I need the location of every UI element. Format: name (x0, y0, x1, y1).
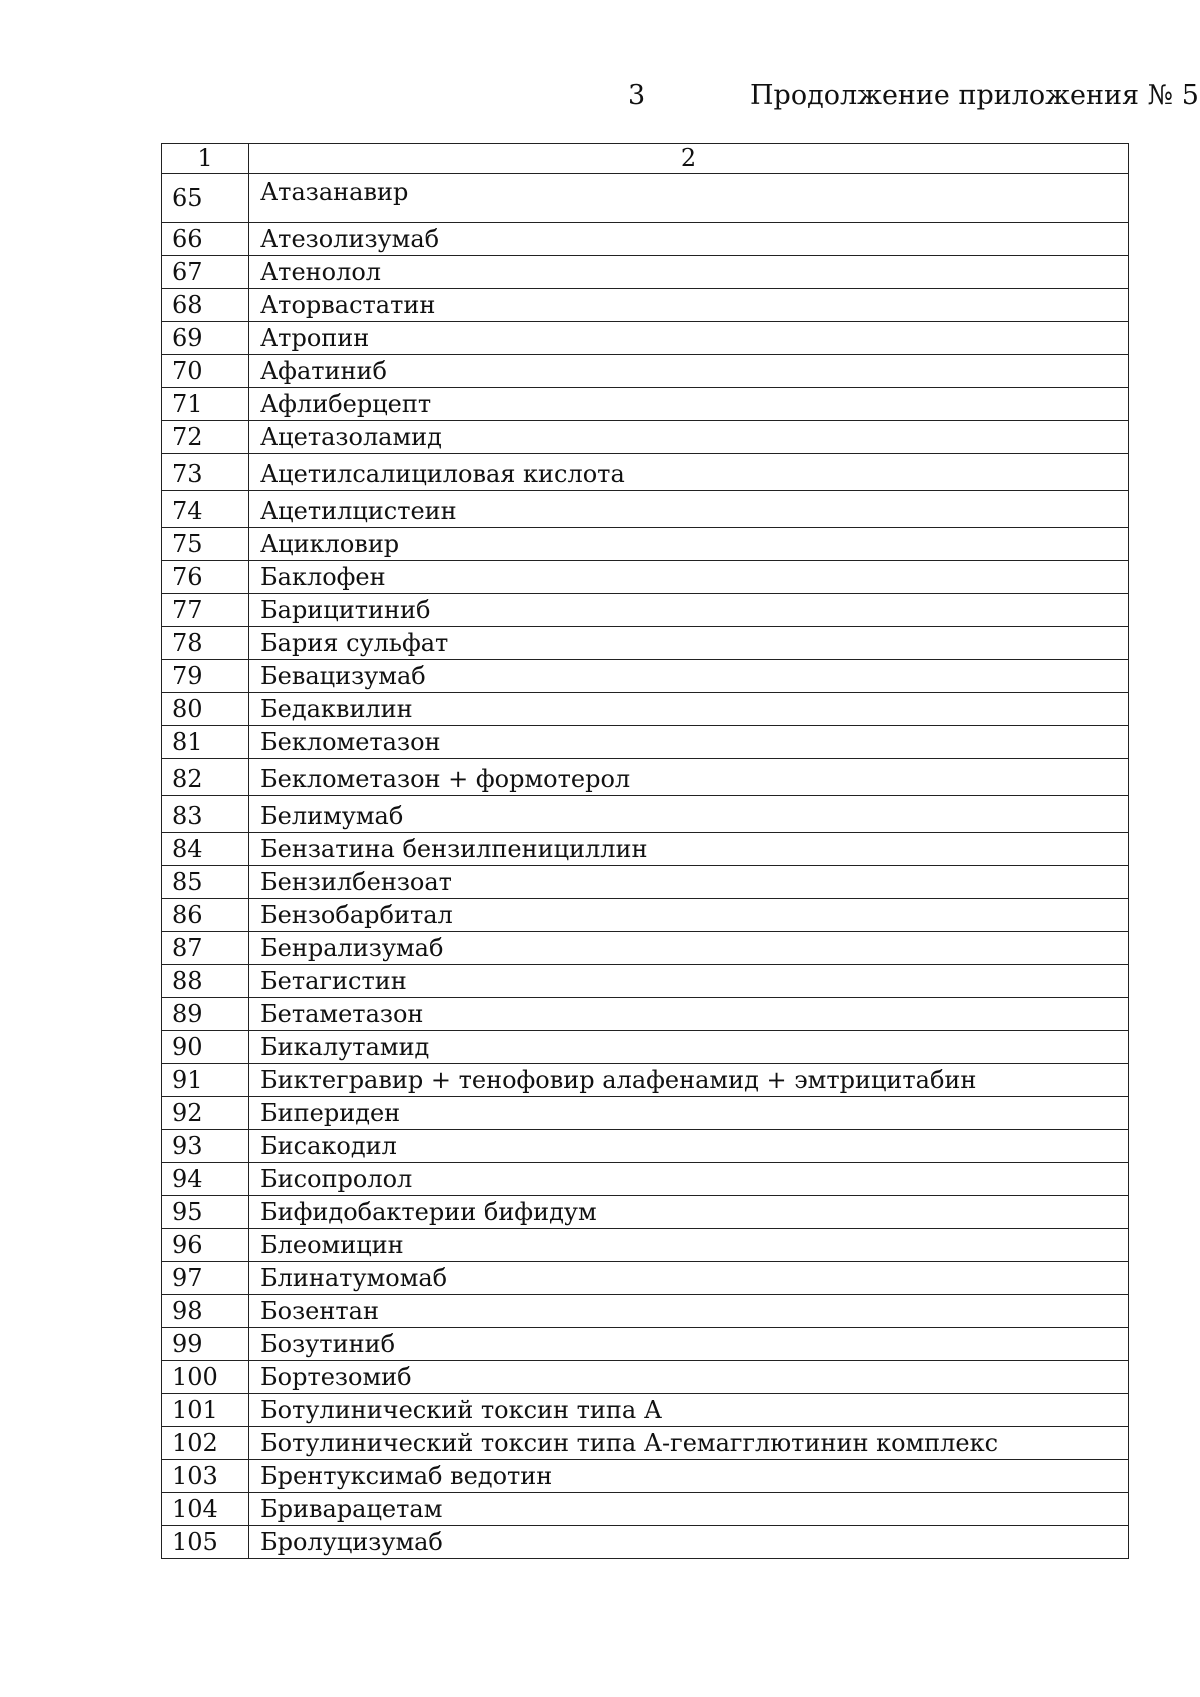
row-number: 69 (162, 322, 249, 355)
row-number: 80 (162, 693, 249, 726)
drug-name: Бисакодил (249, 1130, 1129, 1163)
row-number: 68 (162, 289, 249, 322)
row-number: 100 (162, 1361, 249, 1394)
row-number: 91 (162, 1064, 249, 1097)
row-number: 67 (162, 256, 249, 289)
drug-name: Атенолол (249, 256, 1129, 289)
drug-name: Бриварацетам (249, 1493, 1129, 1526)
drug-name: Бозутиниб (249, 1328, 1129, 1361)
drug-name: Бозентан (249, 1295, 1129, 1328)
drug-name: Бикалутамид (249, 1031, 1129, 1064)
drug-name: Бедаквилин (249, 693, 1129, 726)
row-number: 76 (162, 561, 249, 594)
row-number: 82 (162, 759, 249, 796)
drug-name: Бензилбензоат (249, 866, 1129, 899)
table-row (162, 491, 1129, 528)
table-row (162, 594, 1129, 627)
row-number: 84 (162, 833, 249, 866)
column-header-number: 1 (162, 144, 249, 174)
row-number: 83 (162, 796, 249, 833)
drug-name: Ботулинический токсин типа А-гемагглютинин комплекс (249, 1427, 1129, 1460)
drug-name: Бисопролол (249, 1163, 1129, 1196)
table-row (162, 1064, 1129, 1097)
table-row (162, 965, 1129, 998)
row-number: 78 (162, 627, 249, 660)
row-number: 105 (162, 1526, 249, 1559)
table-row (162, 866, 1129, 899)
table-row (162, 528, 1129, 561)
row-number: 70 (162, 355, 249, 388)
row-number: 87 (162, 932, 249, 965)
drug-name: Атропин (249, 322, 1129, 355)
drug-name: Барицитиниб (249, 594, 1129, 627)
table-row (162, 1394, 1129, 1427)
drug-name: Ацикловир (249, 528, 1129, 561)
table-row (162, 759, 1129, 796)
row-number: 92 (162, 1097, 249, 1130)
appendix-continuation-label: Продолжение приложения № 5 (750, 80, 1199, 111)
table-row (162, 796, 1129, 833)
table-row (162, 289, 1129, 322)
table-row (162, 223, 1129, 256)
drug-name: Бипериден (249, 1097, 1129, 1130)
table-row (162, 1460, 1129, 1493)
drug-name: Афатиниб (249, 355, 1129, 388)
table-row (162, 388, 1129, 421)
table-row (162, 454, 1129, 491)
table-row (162, 322, 1129, 355)
row-number: 85 (162, 866, 249, 899)
table-row (162, 1295, 1129, 1328)
table-row (162, 1196, 1129, 1229)
table-row (162, 561, 1129, 594)
drug-name: Бортезомиб (249, 1361, 1129, 1394)
table-row (162, 1493, 1129, 1526)
row-number: 77 (162, 594, 249, 627)
table-row (162, 932, 1129, 965)
row-number: 97 (162, 1262, 249, 1295)
drug-name: Атезолизумаб (249, 223, 1129, 256)
table-row (162, 1163, 1129, 1196)
row-number: 72 (162, 421, 249, 454)
table-row (162, 660, 1129, 693)
table-row (162, 998, 1129, 1031)
row-number: 96 (162, 1229, 249, 1262)
drug-name: Бетаметазон (249, 998, 1129, 1031)
table-row (162, 1361, 1129, 1394)
row-number: 101 (162, 1394, 249, 1427)
row-number: 89 (162, 998, 249, 1031)
row-number: 71 (162, 388, 249, 421)
drug-name: Афлиберцепт (249, 388, 1129, 421)
drug-name: Атазанавир (249, 174, 1129, 223)
drug-name: Ацетилцистеин (249, 491, 1129, 528)
drug-name: Бария сульфат (249, 627, 1129, 660)
table-row (162, 1130, 1129, 1163)
row-number: 93 (162, 1130, 249, 1163)
drug-name: Бензатина бензилпенициллин (249, 833, 1129, 866)
table-row (162, 1031, 1129, 1064)
column-header-name: 2 (249, 144, 1129, 174)
drug-name: Блеомицин (249, 1229, 1129, 1262)
table-row (162, 627, 1129, 660)
drug-name: Ацетилсалициловая кислота (249, 454, 1129, 491)
table-row (162, 1097, 1129, 1130)
drug-list-table (161, 143, 1129, 1559)
row-number: 90 (162, 1031, 249, 1064)
row-number: 81 (162, 726, 249, 759)
row-number: 88 (162, 965, 249, 998)
row-number: 74 (162, 491, 249, 528)
row-number: 73 (162, 454, 249, 491)
row-number: 98 (162, 1295, 249, 1328)
table-row (162, 256, 1129, 289)
drug-name: Ботулинический токсин типа А (249, 1394, 1129, 1427)
drug-name: Блинатумомаб (249, 1262, 1129, 1295)
drug-name: Бевацизумаб (249, 660, 1129, 693)
row-number: 79 (162, 660, 249, 693)
drug-name: Белимумаб (249, 796, 1129, 833)
row-number: 99 (162, 1328, 249, 1361)
drug-name: Бензобарбитал (249, 899, 1129, 932)
table-row (162, 1262, 1129, 1295)
drug-name: Бенрализумаб (249, 932, 1129, 965)
page-number: 3 (628, 80, 646, 111)
table-row (162, 1328, 1129, 1361)
drug-name: Бифидобактерии бифидум (249, 1196, 1129, 1229)
drug-name: Беклометазон (249, 726, 1129, 759)
drug-name: Биктегравир + тенофовир алафенамид + эмтрицитабин (249, 1064, 1129, 1097)
table-row (162, 833, 1129, 866)
table-row (162, 1229, 1129, 1262)
row-number: 95 (162, 1196, 249, 1229)
table-row (162, 421, 1129, 454)
table-row (162, 899, 1129, 932)
table-row (162, 355, 1129, 388)
drug-name: Бролуцизумаб (249, 1526, 1129, 1559)
table-row (162, 1526, 1129, 1559)
table-row (162, 174, 1129, 223)
drug-name: Ацетазоламид (249, 421, 1129, 454)
row-number: 75 (162, 528, 249, 561)
table-header-row (162, 144, 1129, 174)
drug-name: Аторвастатин (249, 289, 1129, 322)
drug-name: Брентуксимаб ведотин (249, 1460, 1129, 1493)
row-number: 104 (162, 1493, 249, 1526)
drug-name: Беклометазон + формотерол (249, 759, 1129, 796)
row-number: 86 (162, 899, 249, 932)
row-number: 102 (162, 1427, 249, 1460)
drug-name: Баклофен (249, 561, 1129, 594)
table-row (162, 1427, 1129, 1460)
row-number: 103 (162, 1460, 249, 1493)
table-row (162, 726, 1129, 759)
row-number: 65 (162, 174, 249, 223)
table-row (162, 693, 1129, 726)
row-number: 94 (162, 1163, 249, 1196)
row-number: 66 (162, 223, 249, 256)
drug-name: Бетагистин (249, 965, 1129, 998)
